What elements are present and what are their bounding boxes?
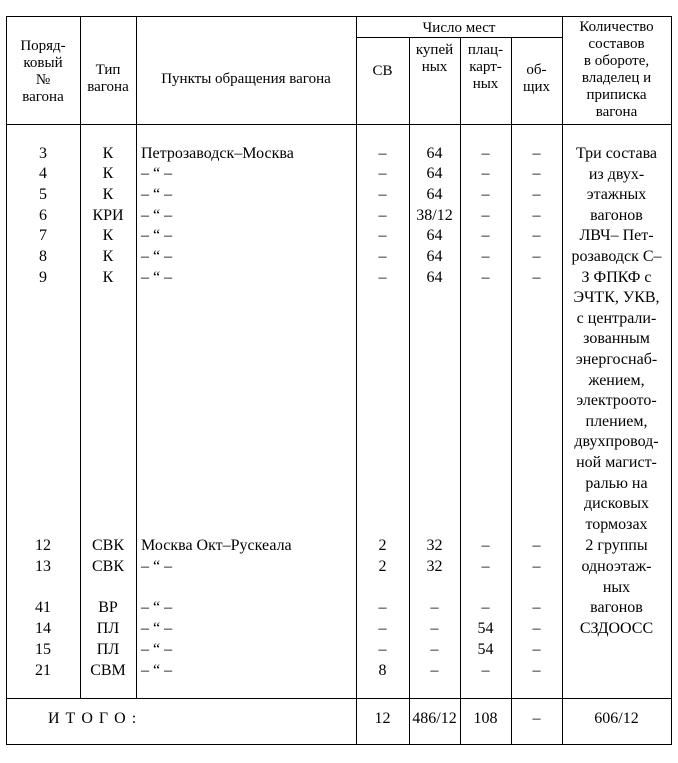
cell-no: 9 (39, 269, 47, 286)
cell-kupe: 32 (426, 558, 443, 575)
note-line: ралью на (585, 474, 648, 492)
header-composition-1: Количество (579, 19, 654, 35)
cell-route: – “ – (141, 248, 173, 265)
header-platskart-2: карт- (469, 59, 502, 75)
cell-type: ВР (98, 599, 118, 616)
col-divider-no (80, 16, 81, 698)
cell-no: 12 (35, 537, 51, 554)
cell-sv: – (378, 599, 387, 616)
cell-plats: – (481, 537, 490, 554)
note-line: дисковых (583, 495, 650, 513)
cell-kupe: 32 (426, 537, 443, 554)
cell-common: – (532, 145, 541, 162)
cell-no: 3 (39, 145, 47, 162)
header-car-type-1: Тип (95, 62, 121, 78)
cell-type: К (102, 165, 114, 182)
cell-route: – “ – (141, 558, 173, 575)
total-kupe: 486/12 (412, 710, 457, 727)
cell-type: СВК (91, 537, 124, 554)
cell-plats: – (481, 662, 490, 679)
header-composition-6: вагона (595, 104, 638, 120)
note-line: из двух- (588, 165, 645, 183)
note-line: одноэтаж- (581, 558, 652, 575)
cell-plats: 54 (477, 641, 494, 658)
cell-sv: – (378, 620, 387, 637)
cell-sv: 2 (378, 558, 387, 575)
header-bottom-border (6, 124, 671, 125)
cell-route: – “ – (141, 662, 173, 679)
cell-type: СВМ (90, 662, 126, 679)
cell-sv: – (378, 227, 387, 244)
cell-no: 6 (39, 207, 47, 224)
cell-plats: – (481, 558, 490, 575)
note-line: ной магист- (576, 454, 657, 471)
header-sv: СВ (372, 63, 393, 79)
header-order-no-4: вагона (22, 89, 64, 105)
header-kupe-1: купей (415, 42, 454, 58)
cell-common: – (532, 248, 541, 265)
cell-kupe: 64 (426, 227, 443, 244)
header-composition-2: составов (588, 36, 645, 52)
cell-type: ПЛ (96, 620, 120, 637)
note-line: ЛВЧ– Пет- (579, 227, 654, 245)
header-order-no-1: Поряд- (20, 38, 66, 54)
cell-type: К (102, 145, 114, 162)
header-composition-4: владелец и (581, 70, 652, 86)
cell-plats: – (481, 207, 490, 224)
cell-no: 14 (35, 620, 51, 637)
cell-common: – (532, 165, 541, 182)
cell-type: ПЛ (96, 641, 120, 658)
cell-common: – (532, 620, 541, 637)
header-route-points: Пункты обращения вагона (161, 71, 331, 87)
cell-common: – (532, 227, 541, 244)
cell-plats: – (481, 227, 490, 244)
header-kupe-2: ных (421, 59, 448, 75)
total-sv: 12 (374, 710, 391, 727)
cell-no: 41 (35, 599, 51, 616)
table-bottom-border (6, 744, 671, 745)
table-top-border (6, 16, 671, 17)
col-divider-type (136, 16, 137, 698)
cell-type: К (102, 227, 114, 244)
note-line: ЭЧТК, УКВ, (573, 289, 660, 307)
header-platskart-1: плац- (467, 42, 504, 58)
cell-type: КРИ (92, 207, 124, 224)
cell-route: – “ – (141, 165, 173, 182)
cell-route: – “ – (141, 227, 173, 244)
note-line: тормозах (585, 515, 648, 533)
header-car-type-2: вагона (87, 79, 129, 95)
cell-common: – (532, 186, 541, 203)
cell-common: – (532, 599, 541, 616)
cell-sv: – (378, 207, 387, 224)
cell-route: – “ – (141, 641, 173, 658)
total-plats: 108 (473, 710, 498, 727)
cell-plats: 54 (477, 620, 494, 637)
total-label: И Т О Г О : (48, 710, 138, 727)
cell-type: К (102, 248, 114, 265)
cell-sv: 2 (378, 537, 387, 554)
cell-no: 5 (39, 186, 47, 203)
header-composition-5: приписка (586, 87, 647, 103)
header-platskart-3: ных (472, 76, 499, 92)
cell-type: СВК (91, 558, 124, 575)
cell-sv: – (378, 145, 387, 162)
cell-kupe: 64 (426, 145, 443, 162)
cell-plats: – (481, 145, 490, 162)
cell-no: 8 (39, 248, 47, 265)
header-order-no-2: ковый (23, 55, 63, 71)
note-line: вагонов (590, 599, 643, 616)
header-common-2: щих (522, 79, 551, 95)
note-line: этажных (586, 186, 647, 204)
cell-sv: 8 (378, 662, 387, 679)
cell-no: 21 (35, 662, 51, 679)
note-line: розаводск С– (571, 248, 662, 265)
note-line: вагонов (590, 206, 643, 224)
cell-kupe: 64 (426, 269, 443, 286)
cell-common: – (532, 269, 541, 286)
total-top-border (6, 698, 671, 699)
cell-sv: – (378, 269, 387, 286)
cell-plats: – (481, 186, 490, 203)
note-line: электроото- (576, 392, 657, 410)
note-line: энергоснаб- (575, 351, 658, 368)
cell-sv: – (378, 186, 387, 203)
cell-plats: – (481, 269, 490, 286)
cell-kupe: – (430, 620, 439, 637)
note-line: с централи- (576, 309, 657, 327)
cell-kupe: 64 (426, 186, 443, 203)
header-seats-group: Число мест (422, 20, 496, 36)
total-composition: 606/12 (594, 710, 639, 727)
cell-no: 15 (35, 641, 51, 658)
cell-plats: – (481, 248, 490, 265)
cell-route: – “ – (141, 599, 173, 616)
note-line: З ФПКФ с (581, 268, 652, 286)
note-line: зованным (583, 330, 650, 348)
note-line: плением, (585, 412, 648, 430)
note-line: 2 группы (585, 537, 648, 554)
cell-kupe: 64 (426, 248, 443, 265)
cell-route: – “ – (141, 269, 173, 286)
note-line: Три состава (575, 145, 658, 162)
cell-plats: – (481, 165, 490, 182)
cell-route: – “ – (141, 186, 173, 203)
cell-kupe: 64 (426, 165, 443, 182)
cell-sv: – (378, 165, 387, 182)
note-line: ных (602, 579, 631, 596)
cell-common: – (532, 641, 541, 658)
cell-sv: – (378, 248, 387, 265)
note-line: СЗДООСС (579, 620, 654, 637)
cell-common: – (532, 558, 541, 575)
total-common: – (532, 710, 541, 727)
cell-kupe: – (430, 599, 439, 616)
note-line: жением, (588, 371, 645, 389)
note-line: двухпровод- (574, 433, 659, 451)
cell-type: К (102, 186, 114, 203)
cell-route: – “ – (141, 620, 173, 637)
cell-common: – (532, 662, 541, 679)
cell-type: К (102, 269, 114, 286)
header-common-1: об- (526, 62, 547, 78)
cell-kupe: 38/12 (416, 207, 453, 224)
header-composition-3: в обороте, (583, 53, 650, 69)
cell-common: – (532, 207, 541, 224)
cell-no: 13 (35, 558, 51, 575)
header-order-no-3: № (35, 72, 51, 88)
cell-route: Москва Окт–Рускеала (141, 537, 292, 554)
cell-kupe: – (430, 662, 439, 679)
cell-no: 4 (39, 165, 47, 182)
cell-sv: – (378, 641, 387, 658)
cell-no: 7 (39, 227, 47, 244)
cell-kupe: – (430, 641, 439, 658)
table-right-border (671, 16, 672, 745)
cell-route: – “ – (141, 207, 173, 224)
cell-plats: – (481, 599, 490, 616)
cell-common: – (532, 537, 541, 554)
cell-route: Петрозаводск–Москва (141, 145, 294, 162)
